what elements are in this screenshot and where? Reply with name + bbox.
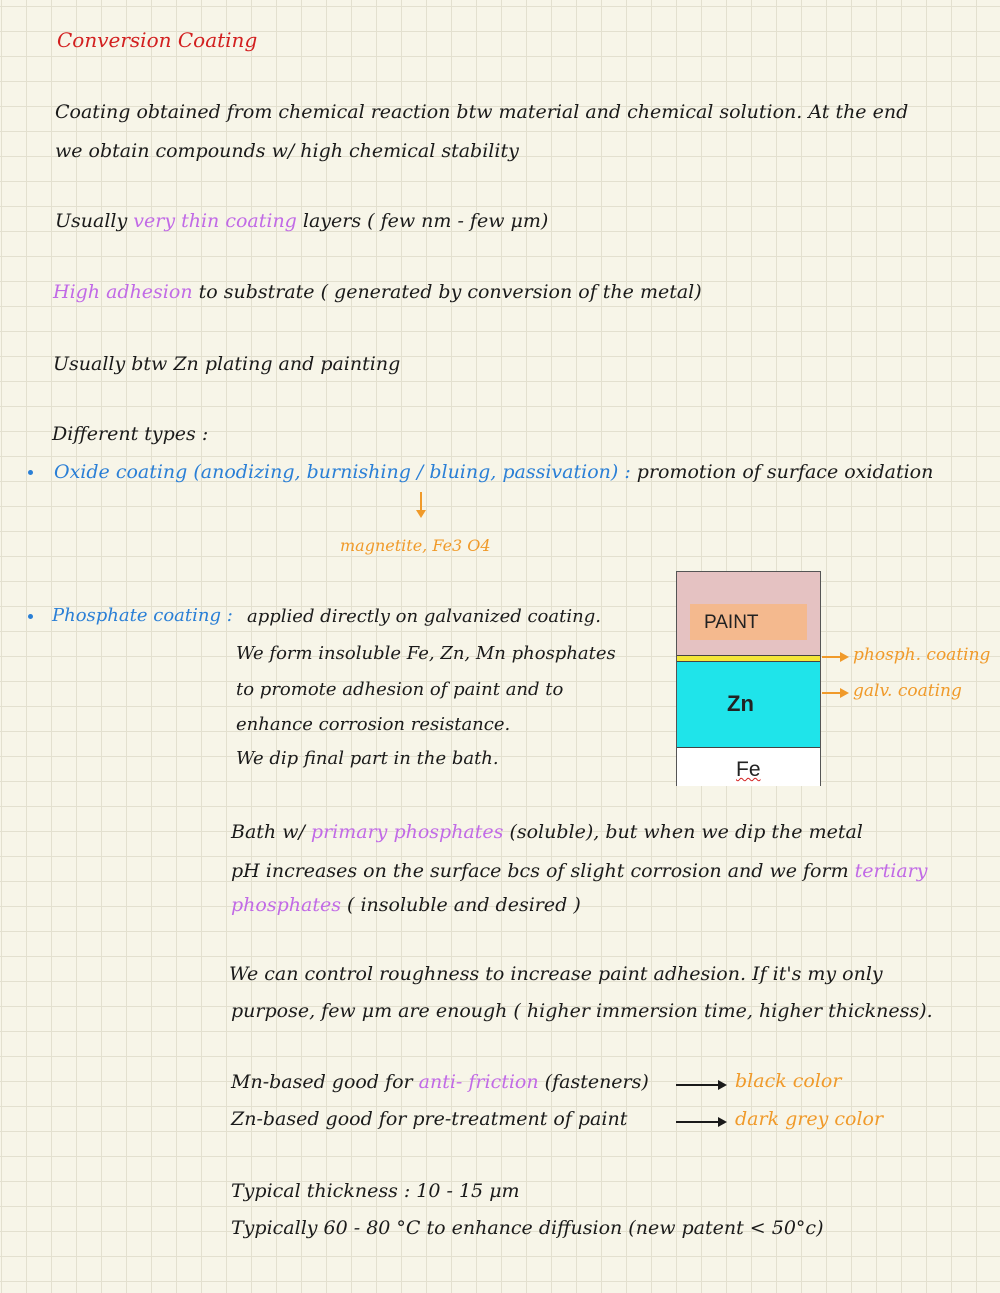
phosphate-label: Phosphate coating : xyxy=(52,605,233,626)
oxide-label: Oxide coating (anodizing, burnishing / bluing, passivation) : xyxy=(54,461,631,483)
adhesion-line xyxy=(53,283,702,302)
layer-diagram xyxy=(676,571,821,786)
oxide-arrow-note: magnetite, Fe3 O4 xyxy=(340,536,491,555)
galv-arrow-head xyxy=(840,688,849,698)
phosphate-line-4: enhance corrosion resistance. xyxy=(236,714,511,735)
bath-l3-post: ( insoluble and desired ) xyxy=(347,894,581,916)
mn-line xyxy=(231,1073,649,1092)
temperature-line: Typically 60 - 80 °C to enhance diffusion (new patent < 50°c) xyxy=(231,1217,824,1239)
zn-line: Zn-based good for pre-treatment of paint xyxy=(231,1108,628,1130)
thin-highlight: very thin coating xyxy=(133,210,297,232)
phosphate-line-2: We form insoluble Fe, Zn, Mn phosphates xyxy=(236,643,616,664)
phosph-arrow-head xyxy=(840,652,849,662)
mn-post: (fasteners) xyxy=(544,1071,649,1093)
bath-l3-highlight: phosphates xyxy=(231,894,341,916)
bath-l2-highlight: tertiary xyxy=(854,860,928,882)
mn-result: black color xyxy=(735,1070,842,1092)
oxide-bullet xyxy=(28,470,33,475)
phosphate-bullet xyxy=(28,614,33,619)
roughness-line-2: purpose, few μm are enough ( higher immersion time, higher thickness). xyxy=(231,1000,933,1022)
adhesion-post: to substrate ( generated by conversion of the metal) xyxy=(198,281,702,303)
thin-pre: Usually xyxy=(55,210,128,232)
galv-coating-label: galv. coating xyxy=(853,681,962,701)
zinc-layer xyxy=(677,662,820,747)
zn-result: dark grey color xyxy=(735,1108,884,1130)
thickness-line: Typical thickness : 10 - 15 μm xyxy=(231,1180,520,1202)
bath-l1-post: (soluble), but when we dip the metal xyxy=(509,821,863,843)
roughness-line-1: We can control roughness to increase paint adhesion. If it's my only xyxy=(229,963,883,985)
oxide-arrow-line xyxy=(420,492,422,512)
galv-arrow-line xyxy=(822,692,842,694)
bath-line-1 xyxy=(231,823,863,842)
phosphate-layer xyxy=(677,655,820,662)
types-heading: Different types : xyxy=(52,423,209,445)
zn-arrow-line xyxy=(676,1121,720,1123)
iron-layer xyxy=(677,747,820,786)
zn-label: Zn xyxy=(727,691,754,716)
adhesion-highlight: High adhesion xyxy=(53,281,193,303)
thin-line xyxy=(55,212,548,231)
bath-l1-highlight: primary phosphates xyxy=(310,821,504,843)
mn-highlight: anti- friction xyxy=(418,1071,539,1093)
bath-l1-pre: Bath w/ xyxy=(231,821,305,843)
oxide-arrow-head xyxy=(416,510,426,518)
usage-line: Usually btw Zn plating and painting xyxy=(53,353,401,375)
mn-arrow-head xyxy=(718,1080,727,1090)
oxide-post: promotion of surface oxidation xyxy=(636,461,934,483)
mn-pre: Mn-based good for xyxy=(231,1071,413,1093)
page-title: Conversion Coating xyxy=(57,28,258,52)
bath-line-2 xyxy=(231,862,927,881)
zn-arrow-head xyxy=(718,1117,727,1127)
oxide-line xyxy=(54,463,933,482)
paint-box xyxy=(690,604,807,640)
paint-layer xyxy=(677,572,820,655)
phosph-coating-label: phosph. coating xyxy=(853,645,991,665)
intro-line-2: we obtain compounds w/ high chemical stability xyxy=(55,140,519,162)
phosphate-line-1: applied directly on galvanized coating. xyxy=(247,606,601,627)
phosphate-line-3: to promote adhesion of paint and to xyxy=(236,679,564,700)
thin-post: layers ( few nm - few μm) xyxy=(302,210,549,232)
paint-label: PAINT xyxy=(704,612,759,633)
phosphate-line-5: We dip final part in the bath. xyxy=(236,748,499,769)
bath-line-3 xyxy=(231,896,581,915)
bath-l2-pre: pH increases on the surface bcs of slight corrosion and we form xyxy=(231,860,849,882)
fe-label: Fe xyxy=(736,758,761,781)
phosph-arrow-line xyxy=(822,656,842,658)
intro-line-1: Coating obtained from chemical reaction btw material and chemical solution. At the end xyxy=(55,101,909,123)
mn-arrow-line xyxy=(676,1084,720,1086)
